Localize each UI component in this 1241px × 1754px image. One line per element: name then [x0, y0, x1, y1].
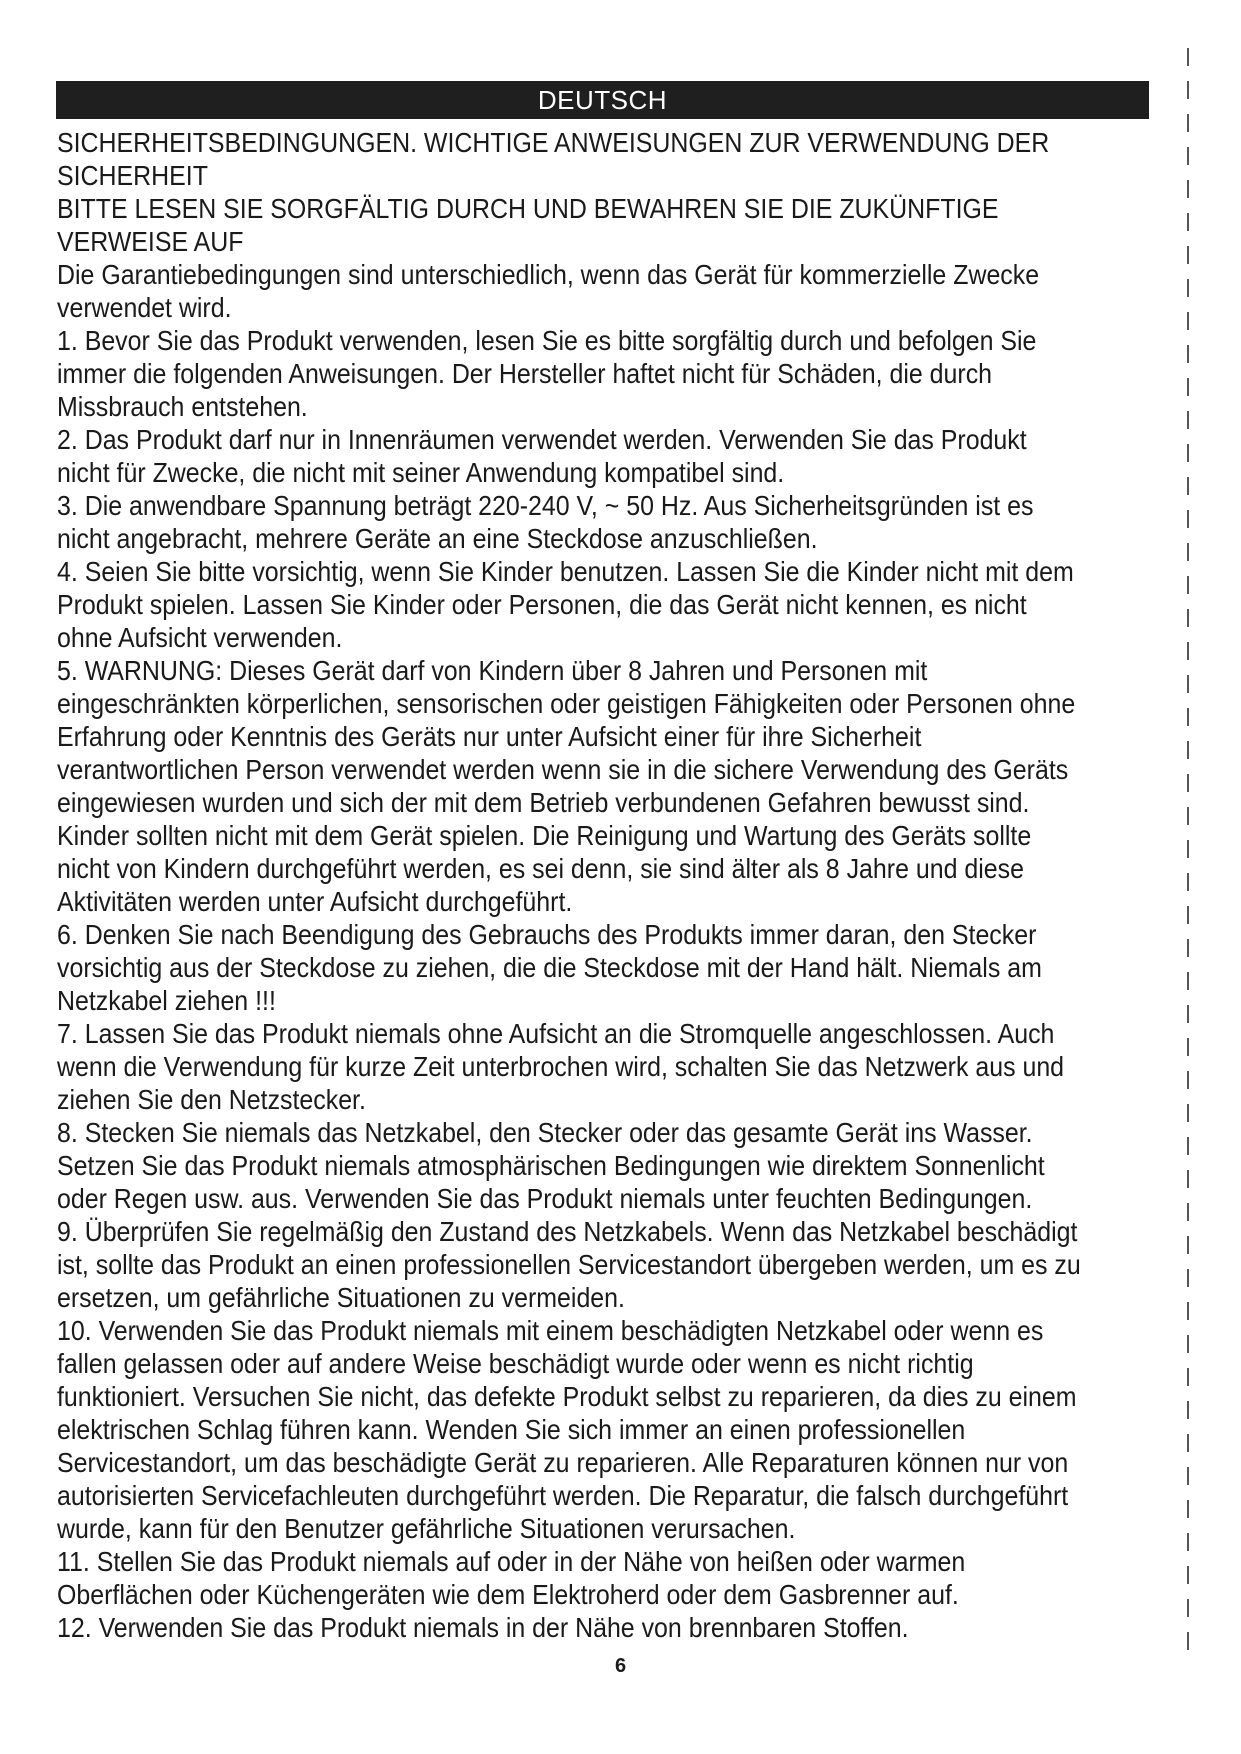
text-line: ohne Aufsicht verwenden. [57, 622, 343, 653]
margin-tick-mark [1187, 543, 1189, 561]
margin-tick-mark [1187, 114, 1189, 132]
margin-tick-mark [1187, 972, 1189, 990]
margin-tick-mark [1187, 1038, 1189, 1056]
margin-tick-mark [1187, 675, 1189, 693]
margin-tick-mark [1187, 1269, 1189, 1287]
margin-tick-mark [1187, 873, 1189, 891]
text-line: fallen gelassen oder auf andere Weise beschädigt wurde oder wenn es nicht richtig [57, 1348, 974, 1379]
margin-tick-mark [1187, 246, 1189, 264]
margin-tick-mark [1187, 1203, 1189, 1221]
margin-tick-mark [1187, 906, 1189, 924]
margin-tick-mark [1187, 741, 1189, 759]
text-line: 8. Stecken Sie niemals das Netzkabel, den Stecker oder das gesamte Gerät ins Wasser. [57, 1117, 1033, 1148]
text-line: oder Regen usw. aus. Verwenden Sie das Produkt niemals unter feuchten Bedingungen. [57, 1183, 1033, 1214]
margin-tick-mark [1187, 1335, 1189, 1353]
text-line: ersetzen, um gefährliche Situationen zu vermeiden. [57, 1282, 625, 1313]
text-line: Oberflächen oder Küchengeräten wie dem Elektroherd oder dem Gasbrenner auf. [57, 1579, 959, 1610]
margin-tick-mark [1187, 807, 1189, 825]
text-line: vorsichtig aus der Steckdose zu ziehen, die die Steckdose mit der Hand hält. Niemals am [57, 952, 1042, 983]
margin-tick-mark [1187, 1500, 1189, 1518]
margin-tick-mark [1187, 1368, 1189, 1386]
margin-tick-mark [1187, 939, 1189, 957]
margin-tick-mark [1187, 81, 1189, 99]
text-line: eingeschränkten körperlichen, sensorischen oder geistigen Fähigkeiten oder Personen ohne [57, 688, 1076, 719]
margin-tick-mark [1187, 1236, 1189, 1254]
text-line: verwendet wird. [57, 292, 232, 323]
text-line: 1. Bevor Sie das Produkt verwenden, lesen Sie es bitte sorgfältig durch und befolgen Sie [57, 325, 1037, 356]
margin-tick-mark [1187, 1170, 1189, 1188]
margin-tick-mark [1187, 774, 1189, 792]
text-line: SICHERHEIT [57, 160, 208, 191]
margin-tick-mark [1187, 1632, 1189, 1650]
text-line: 5. WARNUNG: Dieses Gerät darf von Kindern über 8 Jahren und Personen mit [57, 655, 928, 686]
text-line: ist, sollte das Produkt an einen professionellen Servicestandort übergeben werden, um es zu [57, 1249, 1081, 1280]
margin-tick-mark [1187, 1302, 1189, 1320]
margin-tick-mark [1187, 1434, 1189, 1452]
text-line: elektrischen Schlag führen kann. Wenden Sie sich immer an einen professionellen [57, 1414, 966, 1445]
margin-tick-mark [1187, 1599, 1189, 1617]
margin-tick-mark [1187, 1566, 1189, 1584]
margin-tick-mark [1187, 147, 1189, 165]
text-line: nicht für Zwecke, die nicht mit seiner Anwendung kompatibel sind. [57, 457, 785, 488]
margin-tick-mark [1187, 1467, 1189, 1485]
text-line: 7. Lassen Sie das Produkt niemals ohne Aufsicht an die Stromquelle angeschlossen. Auch [57, 1018, 1055, 1049]
margin-tick-mark [1187, 48, 1189, 66]
margin-tick-mark [1187, 1137, 1189, 1155]
text-line: Netzkabel ziehen !!! [57, 985, 276, 1016]
margin-tick-mark [1187, 444, 1189, 462]
margin-tick-mark [1187, 1533, 1189, 1551]
text-line: immer die folgenden Anweisungen. Der Hersteller haftet nicht für Schäden, die durch [57, 358, 993, 389]
text-line: autorisierten Servicefachleuten durchgeführt werden. Die Reparatur, die falsch durchgeführt [57, 1480, 1069, 1511]
text-line: Aktivitäten werden unter Aufsicht durchgeführt. [57, 886, 573, 917]
text-line: 10. Verwenden Sie das Produkt niemals mit einem beschädigten Netzkabel oder wenn es [57, 1315, 1044, 1346]
text-line: 3. Die anwendbare Spannung beträgt 220-240 V, ~ 50 Hz. Aus Sicherheitsgründen ist es [57, 490, 1034, 521]
margin-rule-marks [1187, 48, 1190, 1668]
text-line: nicht angebracht, mehrere Geräte an eine Steckdose anzuschließen. [57, 523, 818, 554]
text-line: Missbrauch entstehen. [57, 391, 308, 422]
margin-tick-mark [1187, 1005, 1189, 1023]
margin-tick-mark [1187, 345, 1189, 363]
text-line: eingewiesen wurden und sich der mit dem Betrieb verbundenen Gefahren bewusst sind. [57, 787, 1030, 818]
text-line: Setzen Sie das Produkt niemals atmosphärischen Bedingungen wie direktem Sonnenlicht [57, 1150, 1045, 1181]
margin-tick-mark [1187, 840, 1189, 858]
margin-tick-mark [1187, 411, 1189, 429]
text-line: 6. Denken Sie nach Beendigung des Gebrauchs des Produkts immer daran, den Stecker [57, 919, 1037, 950]
text-line: wurde, kann für den Benutzer gefährliche Situationen verursachen. [57, 1513, 796, 1544]
text-line: 11. Stellen Sie das Produkt niemals auf oder in der Nähe von heißen oder warmen [57, 1546, 966, 1577]
text-line: Servicestandort, um das beschädigte Gerät zu reparieren. Alle Reparaturen können nur von [57, 1447, 1069, 1478]
margin-tick-mark [1187, 1104, 1189, 1122]
text-line: Erfahrung oder Kenntnis des Geräts nur unter Aufsicht einer für ihre Sicherheit [57, 721, 922, 752]
text-line: SICHERHEITSBEDINGUNGEN. WICHTIGE ANWEISUNGEN ZUR VERWENDUNG DER [57, 127, 1050, 158]
text-line: Kinder sollten nicht mit dem Gerät spielen. Die Reinigung und Wartung des Geräts sollte [57, 820, 1032, 851]
margin-tick-mark [1187, 609, 1189, 627]
margin-tick-mark [1187, 1071, 1189, 1089]
text-line: funktioniert. Versuchen Sie nicht, das defekte Produkt selbst zu reparieren, da dies zu einem [57, 1381, 1077, 1412]
margin-tick-mark [1187, 180, 1189, 198]
margin-tick-mark [1187, 279, 1189, 297]
text-line: 9. Überprüfen Sie regelmäßig den Zustand des Netzkabels. Wenn das Netzkabel beschädigt [57, 1216, 1078, 1247]
text-line: verantwortlichen Person verwendet werden wenn sie in die sichere Verwendung des Geräts [57, 754, 1069, 785]
page-number: 6 [614, 1655, 627, 1677]
margin-tick-mark [1187, 576, 1189, 594]
text-line: wenn die Verwendung für kurze Zeit unterbrochen wird, schalten Sie das Netzwerk aus und [57, 1051, 1065, 1082]
text-line: nicht von Kindern durchgeführt werden, es sei denn, sie sind älter als 8 Jahre und diese [57, 853, 1024, 884]
text-line: 12. Verwenden Sie das Produkt niemals in der Nähe von brennbaren Stoffen. [57, 1612, 909, 1643]
margin-tick-mark [1187, 642, 1189, 660]
text-line: Produkt spielen. Lassen Sie Kinder oder Personen, die das Gerät nicht kennen, es nicht [57, 589, 1027, 620]
text-line: BITTE LESEN SIE SORGFÄLTIG DURCH UND BEWAHREN SIE DIE ZUKÜNFTIGE [57, 193, 999, 224]
margin-tick-mark [1187, 312, 1189, 330]
margin-tick-mark [1187, 477, 1189, 495]
text-line: VERWEISE AUF [57, 226, 244, 257]
margin-tick-mark [1187, 213, 1189, 231]
text-line: 2. Das Produkt darf nur in Innenräumen verwendet werden. Verwenden Sie das Produkt [57, 424, 1027, 455]
margin-tick-mark [1187, 1401, 1189, 1419]
margin-tick-mark [1187, 510, 1189, 528]
language-label: DEUTSCH [537, 85, 668, 115]
safety-instructions-text [57, 126, 1081, 1644]
text-line: 4. Seien Sie bitte vorsichtig, wenn Sie Kinder benutzen. Lassen Sie die Kinder nicht mit dem [57, 556, 1074, 587]
margin-tick-mark [1187, 708, 1189, 726]
text-line: Die Garantiebedingungen sind unterschiedlich, wenn das Gerät für kommerzielle Zwecke [57, 259, 1040, 290]
language-header-bar [56, 81, 1149, 119]
margin-tick-mark [1187, 378, 1189, 396]
text-line: ziehen Sie den Netzstecker. [57, 1084, 366, 1115]
